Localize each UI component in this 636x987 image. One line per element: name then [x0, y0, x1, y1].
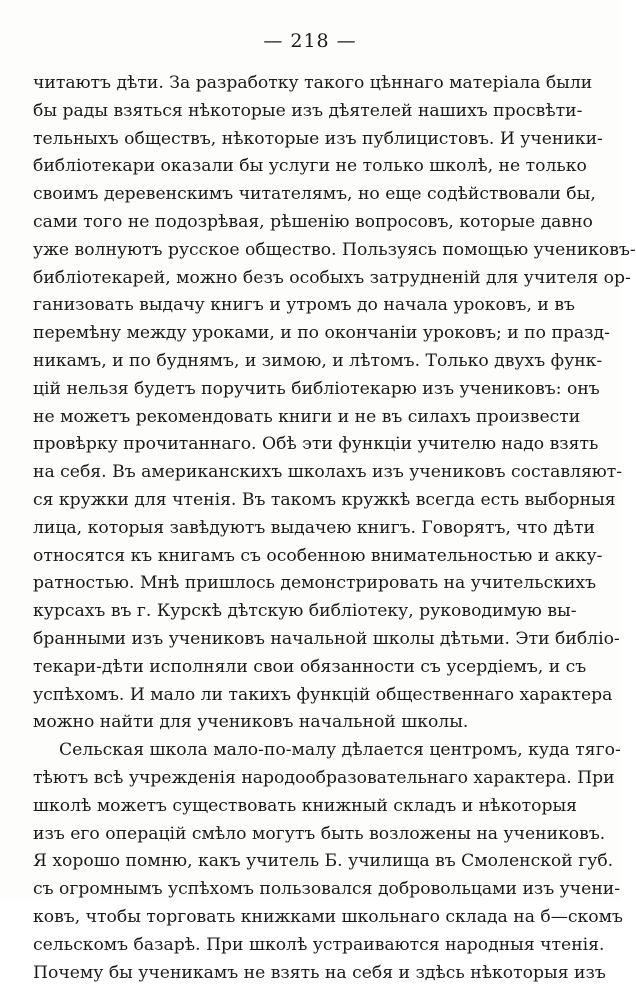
text-line: никамъ, и по буднямъ, и зимою, и лѣтомъ. Только двухъ функ-	[33, 348, 569, 376]
text-line: ганизовать выдачу книгъ и утромъ до начала уроковъ, и въ	[33, 292, 569, 320]
text-line: относятся къ книгамъ съ особенною внимательностью и акку-	[33, 543, 569, 571]
text-line: уже волнуютъ русское общество. Пользуясь помощью учениковъ-	[33, 237, 569, 265]
text-line: тельныхъ обществъ, нѣкоторые изъ публицистовъ. И ученики-	[33, 126, 569, 154]
text-line: читаютъ дѣти. За разработку такого цѣннаго матеріала были	[33, 70, 569, 98]
text-line: ся кружки для чтенія. Въ такомъ кружкѣ всегда есть выборныя	[33, 487, 569, 515]
text-line: текари-дѣти исполняли свои обязанности съ усердіемъ, и съ	[33, 654, 569, 682]
text-line: курсахъ въ г. Курскѣ дѣтскую библіотеку, руководимую вы-	[33, 598, 569, 626]
text-line: бранными изъ учениковъ начальной школы дѣтьми. Эти библіо-	[33, 626, 569, 654]
text-line: съ огромнымъ успѣхомъ пользовался добровольцами изъ учени-	[33, 876, 569, 904]
text-line: Я хорошо помню, какъ учитель Б. училища въ Смоленской губ.	[33, 848, 569, 876]
text-line: своимъ деревенскимъ читателямъ, но еще содѣйствовали бы,	[33, 181, 569, 209]
text-line: сами того не подозрѣвая, рѣшенію вопросовъ, которые давно	[33, 209, 569, 237]
page-number: — 218 —	[0, 30, 620, 52]
text-line: не можетъ рекомендовать книги и не въ силахъ произвести	[33, 404, 569, 432]
body-text	[33, 70, 569, 987]
text-line: школѣ можетъ существовать книжный складъ и нѣкоторыя	[33, 793, 569, 821]
text-line: тѣютъ всѣ учрежденія народообразовательнаго характера. При	[33, 765, 569, 793]
text-line: можно найти для учениковъ начальной школы.	[33, 709, 569, 737]
text-line: на себя. Въ американскихъ школахъ изъ учениковъ составляют-	[33, 459, 569, 487]
paragraph	[33, 737, 569, 987]
text-line: изъ его операцій смѣло могутъ быть возложены на учениковъ.	[33, 821, 569, 849]
text-line: бы рады взяться нѣкоторые изъ дѣятелей нашихъ просвѣти-	[33, 98, 569, 126]
text-line: сельскомъ базарѣ. При школѣ устраиваются народныя чтенія.	[33, 932, 569, 960]
text-line: библіотекарей, можно безъ особыхъ затрудненій для учителя ор-	[33, 265, 569, 293]
text-line: библіотекари оказали бы услуги не только школѣ, не только	[33, 153, 569, 181]
paragraph	[33, 70, 569, 737]
text-line: лица, которыя завѣдуютъ выдачею книгъ. Говорятъ, что дѣти	[33, 515, 569, 543]
text-line: Сельская школа мало-по-малу дѣлается центромъ, куда тяго-	[33, 737, 569, 765]
text-line: ратностью. Мнѣ пришлось демонстрировать на учительскихъ	[33, 570, 569, 598]
text-line: успѣхомъ. И мало ли такихъ функцій общественнаго характера	[33, 682, 569, 710]
text-line: ковъ, чтобы торговать книжками школьнаго склада на б—скомъ	[33, 904, 569, 932]
text-line: провѣрку прочитаннаго. Обѣ эти функціи учителю надо взять	[33, 431, 569, 459]
text-line: цій нельзя будетъ поручить библіотекарю изъ учениковъ: онъ	[33, 376, 569, 404]
text-line: перемѣну между уроками, и по окончаніи уроковъ; и по празд-	[33, 320, 569, 348]
text-line: Почему бы ученикамъ не взять на себя и здѣсь нѣкоторыя изъ	[33, 960, 569, 987]
